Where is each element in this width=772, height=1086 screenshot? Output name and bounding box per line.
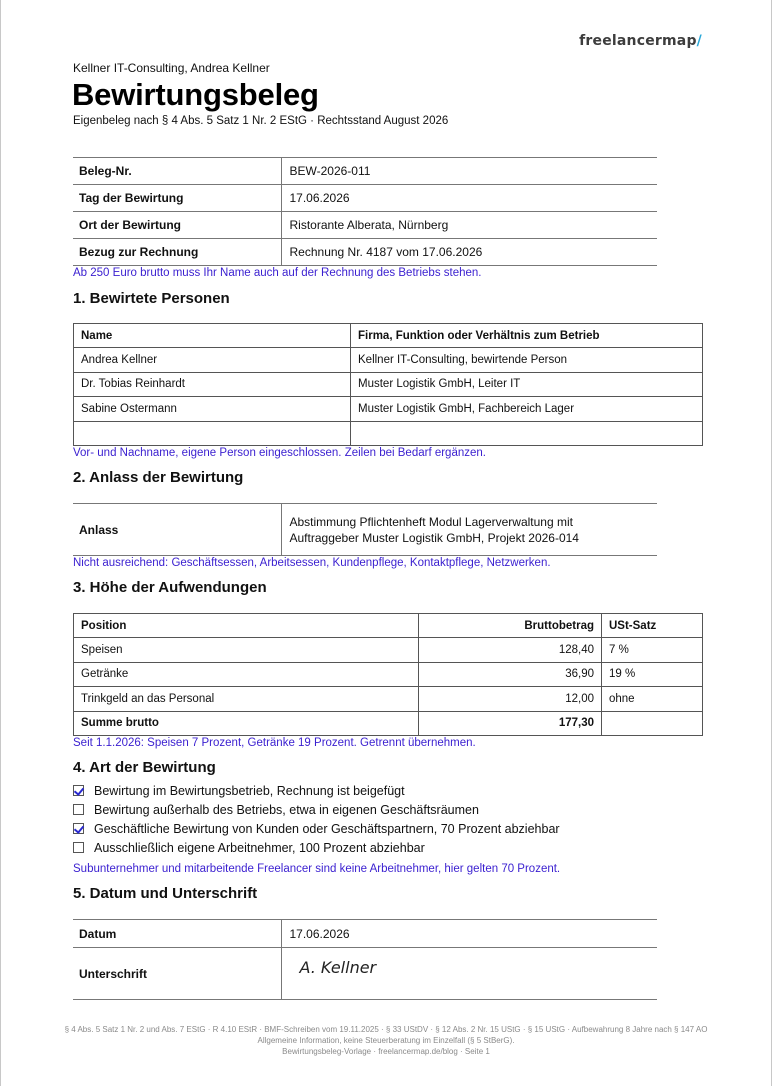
footer-legal: § 4 Abs. 5 Satz 1 Nr. 2 und Abs. 7 EStG · R 4.10 EStR · BMF-Schreiben vom 19.11.2025 · § 33 UStDV · § 12 Abs. 2 Nr. 15 UStG · § 15 UStG · Aufbewahrung 8 Jahre nach § 147 AO [64,1025,708,1034]
document-subtitle: Eigenbeleg nach § 4 Abs. 5 Satz 1 Nr. 2 EStG · Rechtsstand August 2026 [73,115,449,127]
sum-label: Summe brutto [74,711,419,735]
column-header: USt-Satz [602,614,703,638]
persons-table [73,323,703,446]
info-key: Ort der Bewirtung [73,212,281,239]
person-role: Kellner IT-Consulting, bewirtende Person [351,348,703,372]
anlass-line: Auftraggeber Muster Logistik GmbH, Projekt 2026-014 [289,530,579,545]
art-option-label: Bewirtung im Bewirtungsbetrieb, Rechnung ist beigefügt [94,783,405,798]
section-heading-costs: 3. Höhe der Aufwendungen [73,579,267,596]
table-row [74,372,703,396]
checkbox[interactable] [73,804,84,815]
checkbox[interactable] [73,842,84,853]
footer-disclaimer: Allgemeine Information, keine Steuerberatung im Einzelfall (§ 5 StBerG). [257,1036,515,1045]
table-row [74,638,703,662]
art-option[interactable] [73,819,560,838]
footer-source: Bewirtungsbeleg-Vorlage · freelancermap.de/blog · Seite 1 [282,1047,490,1056]
anlass-note: Nicht ausreichend: Geschäftsessen, Arbeitsessen, Kundenpflege, Kontaktpflege, Netzwerken. [73,557,551,569]
date-value: 17.06.2026 [281,920,657,948]
anlass-key: Anlass [73,504,281,556]
sum-amount: 177,30 [419,711,602,735]
art-option-label: Ausschließlich eigene Arbeitnehmer, 100 Prozent abziehbar [94,840,425,855]
anlass-line: Abstimmung Pflichtenheft Modul Lagerverwaltung mit [289,514,573,529]
date-row [73,920,657,948]
checkbox[interactable] [73,785,84,796]
info-row [73,239,657,266]
company-name: Kellner IT-Consulting, Andrea Kellner [73,61,270,75]
table-header-row [74,614,703,638]
cost-position: Speisen [74,638,419,662]
cost-position: Getränke [74,662,419,686]
anlass-table [73,503,657,556]
table-row [74,421,703,445]
art-option[interactable] [73,781,560,800]
info-row [73,185,657,212]
info-value: 17.06.2026 [281,185,657,212]
cost-position: Trinkgeld an das Personal [74,687,419,711]
person-role: Muster Logistik GmbH, Leiter IT [351,372,703,396]
column-header: Name [74,324,351,348]
cost-vat: 7 % [602,638,703,662]
person-name [74,421,351,445]
sum-row [74,711,703,735]
column-header: Position [74,614,419,638]
person-name: Andrea Kellner [74,348,351,372]
info-row [73,212,657,239]
anlass-row [73,504,657,556]
info-value: Rechnung Nr. 4187 vom 17.06.2026 [281,239,657,266]
section-heading-sign: 5. Datum und Unterschrift [73,885,258,902]
info-key: Tag der Bewirtung [73,185,281,212]
signature-key: Unterschrift [73,948,281,1000]
art-checklist [73,781,560,857]
cost-amount: 12,00 [419,687,602,711]
receipt-info-table [73,157,657,266]
signature-table [73,919,657,1000]
cost-amount: 128,40 [419,638,602,662]
table-row [74,687,703,711]
column-header: Firma, Funktion oder Verhältnis zum Betrieb [351,324,703,348]
art-note: Subunternehmer und mitarbeitende Freelancer sind keine Arbeitnehmer, hier gelten 70 Prozent. [73,863,561,875]
table-row [74,348,703,372]
footer [0,1024,772,1057]
section-heading-persons: 1. Bewirtete Personen [73,290,230,307]
cost-vat: 19 % [602,662,703,686]
handwritten-signature: A. Kellner [281,948,657,1000]
art-option-label: Geschäftliche Bewirtung von Kunden oder Geschäftspartnern, 70 Prozent abziehbar [94,821,560,836]
section-heading-art: 4. Art der Bewirtung [73,759,216,776]
checkbox[interactable] [73,823,84,834]
date-key: Datum [73,920,281,948]
info-note: Ab 250 Euro brutto muss Ihr Name auch auf der Rechnung des Betriebs stehen. [73,267,482,279]
cost-amount: 36,90 [419,662,602,686]
table-header-row [74,324,703,348]
anlass-value [281,504,657,556]
freelancermap-logo: freelancermap/ [579,33,702,49]
person-name: Sabine Ostermann [74,397,351,421]
table-row [74,662,703,686]
person-role: Muster Logistik GmbH, Fachbereich Lager [351,397,703,421]
art-option-label: Bewirtung außerhalb des Betriebs, etwa in eigenen Geschäftsräumen [94,802,479,817]
cost-vat: ohne [602,687,703,711]
art-option[interactable] [73,838,560,857]
art-option[interactable] [73,800,560,819]
table-row [74,397,703,421]
info-value: BEW-2026-011 [281,158,657,185]
info-row [73,158,657,185]
costs-note: Seit 1.1.2026: Speisen 7 Prozent, Getränke 19 Prozent. Getrennt übernehmen. [73,737,476,749]
section-heading-anlass: 2. Anlass der Bewirtung [73,469,244,486]
person-role [351,421,703,445]
document-title: Bewirtungsbeleg [72,77,319,112]
sum-vat [602,711,703,735]
info-value: Ristorante Alberata, Nürnberg [281,212,657,239]
person-name: Dr. Tobias Reinhardt [74,372,351,396]
column-header: Bruttobetrag [419,614,602,638]
info-key: Beleg-Nr. [73,158,281,185]
costs-table [73,613,703,736]
persons-note: Vor- und Nachname, eigene Person eingeschlossen. Zeilen bei Bedarf ergänzen. [73,447,486,459]
info-key: Bezug zur Rechnung [73,239,281,266]
signature-row [73,948,657,1000]
